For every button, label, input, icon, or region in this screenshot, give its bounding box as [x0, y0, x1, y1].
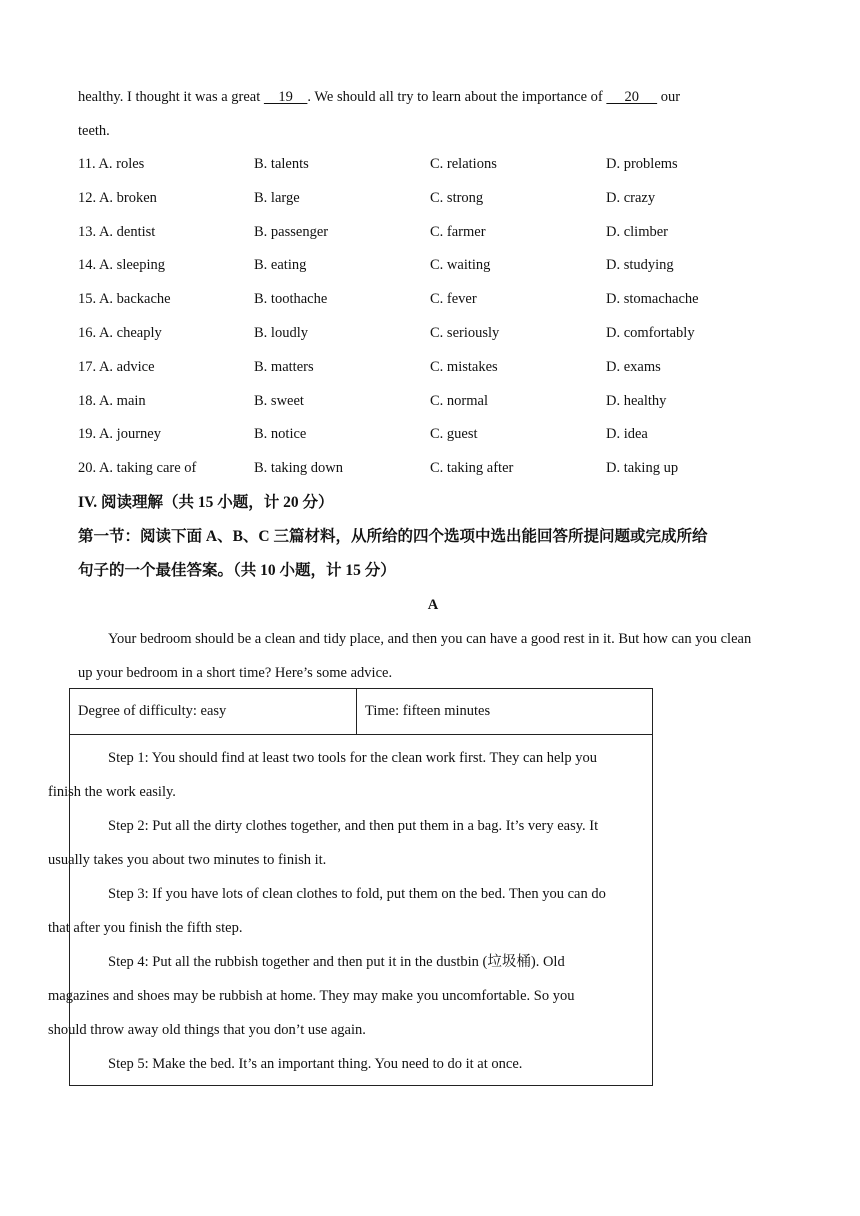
option-a: 20. A. taking care of	[78, 460, 197, 477]
option-c: C. farmer	[430, 223, 486, 240]
option-row	[78, 351, 788, 385]
intro-line-2: teeth.	[78, 123, 110, 139]
option-d: D. crazy	[606, 189, 656, 206]
section-instructions-line-1: 第一节：阅读下面 A、B、C 三篇材料，从所给的四个选项中选出能回答所提问题或完成所给	[78, 527, 708, 545]
option-row	[78, 418, 788, 452]
table-header-row	[70, 689, 653, 735]
option-c: C. relations	[430, 156, 497, 172]
document-page	[78, 80, 788, 690]
option-b: B. matters	[254, 358, 314, 375]
option-row	[78, 317, 788, 351]
option-c: C. fever	[430, 291, 477, 308]
option-c: C. strong	[430, 189, 484, 206]
option-a: 13. A. dentist	[78, 223, 156, 240]
option-b: B. taking down	[254, 460, 344, 477]
difficulty-cell: Degree of difficulty: easy	[70, 689, 357, 735]
section-instructions-line-2: 句子的一个最佳答案。（共 10 小题，计 15 分）	[78, 561, 396, 579]
intro-line-1	[78, 80, 788, 114]
passage-paragraph	[78, 622, 788, 656]
option-a: 16. A. cheaply	[78, 324, 162, 341]
steps-cell	[48, 735, 653, 1086]
option-c: C. guest	[430, 426, 478, 443]
table-body-row	[70, 735, 653, 1086]
option-b: B. large	[254, 189, 300, 206]
option-d: D. stomachache	[606, 291, 699, 308]
option-row	[78, 452, 788, 486]
option-a: 14. A. sleeping	[78, 257, 165, 274]
advice-table	[48, 688, 653, 1086]
blank-19: 19	[263, 89, 308, 105]
passage-label: A	[427, 596, 439, 613]
option-a: 19. A. journey	[78, 426, 161, 443]
option-a: 15. A. backache	[78, 291, 171, 308]
option-b: B. eating	[254, 257, 307, 274]
option-a: 12. A. broken	[78, 189, 157, 206]
option-b: B. toothache	[254, 291, 328, 308]
intro-text: . We should all try to learn about the importance of	[307, 89, 607, 105]
option-c: C. taking after	[430, 460, 514, 477]
option-b: B. talents	[254, 156, 309, 172]
option-b: B. sweet	[254, 392, 304, 409]
step-2: Step 2: Put all the dirty clothes together, and then put them in a bag. It’s very easy. It usually takes you about two minutes to finish it.	[48, 818, 599, 868]
option-c: C. normal	[430, 392, 488, 409]
option-b: B. loudly	[254, 324, 308, 341]
option-a: 17. A. advice	[78, 358, 155, 375]
option-d: D. studying	[606, 257, 674, 274]
option-b: B. passenger	[254, 223, 329, 240]
option-row	[78, 249, 788, 283]
option-row	[78, 216, 788, 250]
option-c: C. waiting	[430, 257, 491, 274]
option-c: C. mistakes	[430, 358, 498, 375]
step-3: Step 3: If you have lots of clean clothes to fold, put them on the bed. Then you can do that after you finish the fifth step.	[48, 886, 606, 936]
time-cell: Time: fifteen minutes	[357, 689, 653, 735]
option-b: B. notice	[254, 426, 307, 443]
intro-text: our	[657, 89, 681, 105]
option-row	[78, 385, 788, 419]
option-row	[78, 283, 788, 317]
section-title: IV. 阅读理解（共 15 小题，计 20 分）	[78, 493, 334, 511]
option-row	[78, 148, 788, 182]
option-a: 11. A. roles	[78, 156, 145, 172]
option-a: 18. A. main	[78, 392, 146, 409]
option-d: D. exams	[606, 358, 661, 375]
option-c: C. seriously	[430, 324, 500, 341]
blank-20: 20	[606, 89, 658, 105]
intro-text: healthy. I thought it was a great	[78, 89, 264, 105]
step-5: Step 5: Make the bed. It’s an important thing. You need to do it at once.	[108, 1056, 523, 1072]
option-d: D. climber	[606, 223, 669, 240]
option-row	[78, 182, 788, 216]
step-1: Step 1: You should find at least two tools for the clean work first. They can help you finish the work easily.	[48, 750, 598, 800]
option-d: D. healthy	[606, 392, 667, 409]
options-list	[78, 148, 788, 486]
passage-line: up your bedroom in a short time? Here’s some advice.	[78, 664, 393, 681]
option-d: D. problems	[606, 156, 678, 172]
option-d: D. idea	[606, 426, 648, 443]
option-d: D. taking up	[606, 460, 679, 477]
step-4: Step 4: Put all the rubbish together and then put it in the dustbin (垃圾桶). Old magazines and shoes may be rubbish at home. They may make you uncomfortable. So you should throw away old things that you don’t use again.	[48, 954, 575, 1038]
passage-line: Your bedroom should be a clean and tidy place, and then you can have a good rest in it. But how can you clean	[108, 630, 752, 647]
option-d: D. comfortably	[606, 324, 695, 341]
